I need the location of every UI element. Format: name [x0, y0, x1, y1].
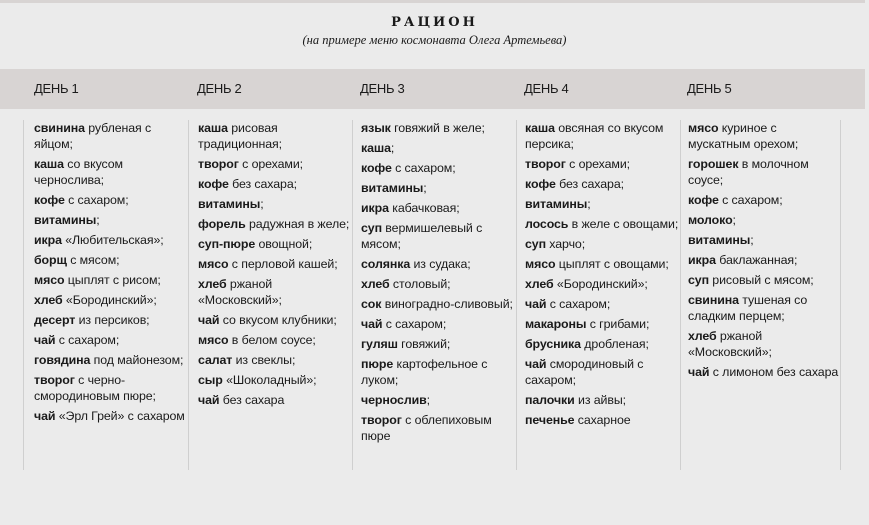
- menu-item-dish: чай: [34, 409, 56, 423]
- menu-item-dish: молоко: [688, 213, 733, 227]
- menu-item-description: с лимоном без сахара: [709, 365, 839, 379]
- menu-item-dish: суп: [525, 237, 546, 251]
- menu-item-dish: икра: [688, 253, 716, 267]
- menu-item-description: без сахара: [219, 393, 285, 407]
- menu-item-dish: каша: [198, 121, 228, 135]
- page-subtitle: (на примере меню космонавта Олега Артемьева): [302, 33, 567, 47]
- menu-item: [361, 316, 516, 332]
- menu-item: [361, 412, 516, 444]
- menu-item-dish: кофе: [688, 193, 719, 207]
- menu-item: [525, 196, 680, 212]
- menu-item-description: ;: [426, 393, 430, 407]
- menu-item-description: с черно-смородиновым пюре;: [34, 373, 156, 403]
- menu-item-dish: мясо: [34, 273, 65, 287]
- menu-item-dish: кофе: [198, 177, 229, 191]
- menu-item: [198, 372, 352, 388]
- menu-item: [34, 212, 188, 228]
- top-divider-strip: [0, 0, 865, 3]
- menu-item-description: в белом соусе;: [228, 333, 316, 347]
- menu-item-description: с перловой кашей;: [228, 257, 338, 271]
- menu-item: [361, 356, 516, 388]
- day-4-column: [516, 120, 680, 470]
- menu-item-description: с мясом;: [66, 253, 120, 267]
- menu-item-description: со вкусом чернослива;: [34, 157, 123, 187]
- menu-item-dish: гуляш: [361, 337, 398, 351]
- menu-item-description: с сахаром;: [64, 193, 129, 207]
- menu-item-dish: витамины: [688, 233, 751, 247]
- menu-item: [198, 120, 352, 152]
- menu-item-description: без сахара;: [555, 177, 624, 191]
- menu-item-description: говяжий в желе;: [390, 121, 485, 135]
- menu-item: [361, 296, 516, 312]
- menu-item-dish: мясо: [688, 121, 719, 135]
- menu-item: [34, 120, 188, 152]
- menu-item: [198, 332, 352, 348]
- menu-item: [198, 352, 352, 368]
- menu-item-dish: макароны: [525, 317, 587, 331]
- day-2-column: [188, 120, 352, 470]
- menu-item-description: куриное с мускатным орехом;: [688, 121, 799, 151]
- menu-item-dish: десерт: [34, 313, 76, 327]
- menu-item-dish: творог: [34, 373, 75, 387]
- menu-item: [525, 256, 680, 272]
- menu-item: [34, 192, 188, 208]
- menu-item-description: харчо;: [545, 237, 586, 251]
- menu-item-dish: палочки: [525, 393, 575, 407]
- menu-item-dish: суп: [361, 221, 382, 235]
- menu-item-dish: чернослив: [361, 393, 427, 407]
- menu-item-description: с грибами;: [586, 317, 650, 331]
- menu-item: [688, 212, 840, 228]
- menu-item: [688, 156, 840, 188]
- menu-item-description: рисовый с мясом;: [708, 273, 814, 287]
- menu-item-description: говяжий;: [397, 337, 451, 351]
- menu-item-description: «Шоколадный»;: [222, 373, 317, 387]
- menu-item-dish: лосось: [525, 217, 569, 231]
- menu-item-dish: хлеб: [34, 293, 63, 307]
- menu-item-description: с сахаром;: [382, 317, 447, 331]
- menu-item-dish: творог: [198, 157, 239, 171]
- menu-item: [361, 120, 516, 136]
- menu-item: [198, 196, 352, 212]
- menu-item: [525, 392, 680, 408]
- menu-item-dish: хлеб: [198, 277, 227, 291]
- menu-item-description: «Любительская»;: [61, 233, 164, 247]
- menu-item-description: ;: [423, 181, 427, 195]
- menu-item: [198, 276, 352, 308]
- menu-item-dish: чай: [525, 297, 547, 311]
- day-5-label: ДЕНЬ 5: [687, 81, 732, 96]
- menu-item-dish: мясо: [525, 257, 556, 271]
- menu-item-dish: кофе: [525, 177, 556, 191]
- menu-item: [361, 160, 516, 176]
- menu-item-description: овсяная со вкусом персика;: [525, 121, 664, 151]
- menu-item-dish: витамины: [198, 197, 261, 211]
- day-1-column: [23, 120, 188, 470]
- menu-item: [361, 180, 516, 196]
- menu-item: [688, 120, 840, 152]
- menu-item-description: «Эрл Грей» с сахаром: [55, 409, 185, 423]
- menu-item-description: радужная в желе;: [245, 217, 350, 231]
- menu-item-dish: каша: [525, 121, 555, 135]
- menu-item-dish: форель: [198, 217, 246, 231]
- menu-item-description: из судака;: [410, 257, 471, 271]
- menu-item-dish: мясо: [198, 333, 229, 347]
- menu-item: [34, 408, 188, 424]
- menu-item-dish: солянка: [361, 257, 411, 271]
- menu-item: [198, 176, 352, 192]
- menu-item: [525, 356, 680, 388]
- menu-item: [34, 292, 188, 308]
- menu-item-description: с сахаром;: [718, 193, 783, 207]
- menu-item-dish: сыр: [198, 373, 223, 387]
- menu-item-description: ;: [587, 197, 591, 211]
- menu-item-description: картофельное с луком;: [361, 357, 488, 387]
- menu-item-description: рисовая традиционная;: [198, 121, 282, 151]
- menu-item: [525, 236, 680, 252]
- menu-item-description: ржаной «Московский»;: [688, 329, 772, 359]
- menu-item-description: с орехами;: [565, 157, 631, 171]
- menu-item: [688, 232, 840, 248]
- menu-item-dish: суп: [688, 273, 709, 287]
- menu-item: [198, 156, 352, 172]
- menu-item: [361, 392, 516, 408]
- menu-item-dish: хлеб: [361, 277, 390, 291]
- menu-item-dish: горошек: [688, 157, 739, 171]
- menu-item-dish: пюре: [361, 357, 394, 371]
- menu-item: [198, 256, 352, 272]
- menu-item-description: ;: [96, 213, 100, 227]
- menu-item-description: в желе с овощами;: [568, 217, 679, 231]
- menu-item: [34, 352, 188, 368]
- menu-item-description: из айвы;: [574, 393, 626, 407]
- menu-item-dish: чай: [525, 357, 547, 371]
- menu-item-description: со вкусом клубники;: [219, 313, 337, 327]
- menu-item-description: ржаной «Московский»;: [198, 277, 282, 307]
- menu-item-description: смородиновый с сахаром;: [525, 357, 644, 387]
- menu-item-description: сахарное: [574, 413, 631, 427]
- menu-item-description: ;: [732, 213, 736, 227]
- menu-item-description: с орехами;: [238, 157, 304, 171]
- menu-item: [361, 140, 516, 156]
- menu-item: [525, 316, 680, 332]
- menu-item-dish: хлеб: [688, 329, 717, 343]
- menu-item: [34, 156, 188, 188]
- menu-item-dish: творог: [361, 413, 402, 427]
- menu-item: [688, 328, 840, 360]
- menu-item-dish: печенье: [525, 413, 575, 427]
- day-5-column: [680, 120, 840, 470]
- menu-item: [525, 176, 680, 192]
- day-1-label: ДЕНЬ 1: [34, 81, 79, 96]
- menu-item-description: цыплят с рисом;: [64, 273, 161, 287]
- menu-item-dish: каша: [361, 141, 391, 155]
- menu-item: [34, 312, 188, 328]
- menu-item-description: кабачковая;: [388, 201, 460, 215]
- menu-item: [525, 276, 680, 292]
- days-header: [0, 69, 865, 109]
- menu-item-description: вермишелевый с мясом;: [361, 221, 483, 251]
- day-3-column: [352, 120, 516, 470]
- menu-item: [688, 252, 840, 268]
- menu-item: [525, 216, 680, 232]
- menu-item: [34, 232, 188, 248]
- menu-item-description: под майонезом;: [90, 353, 184, 367]
- menu-item-dish: борщ: [34, 253, 67, 267]
- menu-item-description: столовый;: [389, 277, 451, 291]
- menu-item-dish: свинина: [688, 293, 739, 307]
- menu-item: [34, 332, 188, 348]
- menu-item-dish: чай: [198, 313, 220, 327]
- menu-item: [688, 272, 840, 288]
- menu-item: [34, 372, 188, 404]
- menu-item-description: дробленая;: [580, 337, 649, 351]
- menu-item-dish: сок: [361, 297, 382, 311]
- menu-item: [525, 120, 680, 152]
- menu-item: [34, 272, 188, 288]
- menu-item-dish: говядина: [34, 353, 91, 367]
- menu-item: [361, 220, 516, 252]
- menu-item-description: в молочном соусе;: [688, 157, 809, 187]
- menu-item-dish: чай: [198, 393, 220, 407]
- menu-item: [525, 336, 680, 352]
- menu-item-description: овощной;: [255, 237, 313, 251]
- menu-item-description: без сахара;: [228, 177, 297, 191]
- menu-item-dish: каша: [34, 157, 64, 171]
- menu-item: [361, 276, 516, 292]
- menu-item: [361, 256, 516, 272]
- day-2-label: ДЕНЬ 2: [197, 81, 242, 96]
- day-3-label: ДЕНЬ 3: [360, 81, 405, 96]
- menu-item: [198, 392, 352, 408]
- menu-item-dish: язык: [361, 121, 391, 135]
- menu-item: [525, 156, 680, 172]
- menu-item: [34, 252, 188, 268]
- menu-item-dish: хлеб: [525, 277, 554, 291]
- menu-item: [198, 216, 352, 232]
- menu-item-dish: икра: [361, 201, 389, 215]
- menu-item-dish: чай: [688, 365, 710, 379]
- column-divider-end: [840, 120, 841, 470]
- menu-item-dish: свинина: [34, 121, 85, 135]
- menu-item-description: ;: [260, 197, 264, 211]
- menu-item-dish: витамины: [34, 213, 97, 227]
- menu-item-description: «Бородинский»;: [62, 293, 157, 307]
- menu-item: [525, 412, 680, 428]
- menu-item-description: виноградно-сливовый;: [381, 297, 513, 311]
- title-block: [0, 14, 869, 48]
- menu-item-description: с облепиховым пюре: [361, 413, 492, 443]
- menu-item-dish: икра: [34, 233, 62, 247]
- menu-item-dish: чай: [34, 333, 56, 347]
- menu-item-description: из персиков;: [75, 313, 150, 327]
- menu-item-dish: чай: [361, 317, 383, 331]
- menu-item-dish: мясо: [198, 257, 229, 271]
- menu-item-description: с сахаром;: [55, 333, 120, 347]
- menu-item: [525, 296, 680, 312]
- menu-item-dish: суп-пюре: [198, 237, 256, 251]
- menu-item-dish: салат: [198, 353, 233, 367]
- menu-item-description: ;: [390, 141, 395, 155]
- menu-item: [361, 200, 516, 216]
- menu-item: [198, 236, 352, 252]
- menu-item-description: с сахаром;: [391, 161, 456, 175]
- menu-item-dish: творог: [525, 157, 566, 171]
- menu-item-description: из свеклы;: [232, 353, 296, 367]
- menu-item: [361, 336, 516, 352]
- menu-item: [688, 364, 840, 380]
- menu-item: [198, 312, 352, 328]
- menu-item: [688, 292, 840, 324]
- menu-item-description: ;: [750, 233, 754, 247]
- menu-item-description: с сахаром;: [546, 297, 611, 311]
- menu-item-description: рубленая с яйцом;: [34, 121, 152, 151]
- menu-item: [688, 192, 840, 208]
- menu-item-dish: брусника: [525, 337, 581, 351]
- page-title: РАЦИОН: [391, 15, 478, 30]
- menu-item-dish: кофе: [361, 161, 392, 175]
- day-4-label: ДЕНЬ 4: [524, 81, 569, 96]
- menu-item-description: баклажанная;: [715, 253, 798, 267]
- menu-item-description: «Бородинский»;: [553, 277, 648, 291]
- menu-item-dish: витамины: [525, 197, 588, 211]
- menu-item-description: тушеная со сладким перцем;: [688, 293, 808, 323]
- menu-item-dish: кофе: [34, 193, 65, 207]
- menu-item-dish: витамины: [361, 181, 424, 195]
- menu-item-description: цыплят с овощами;: [555, 257, 669, 271]
